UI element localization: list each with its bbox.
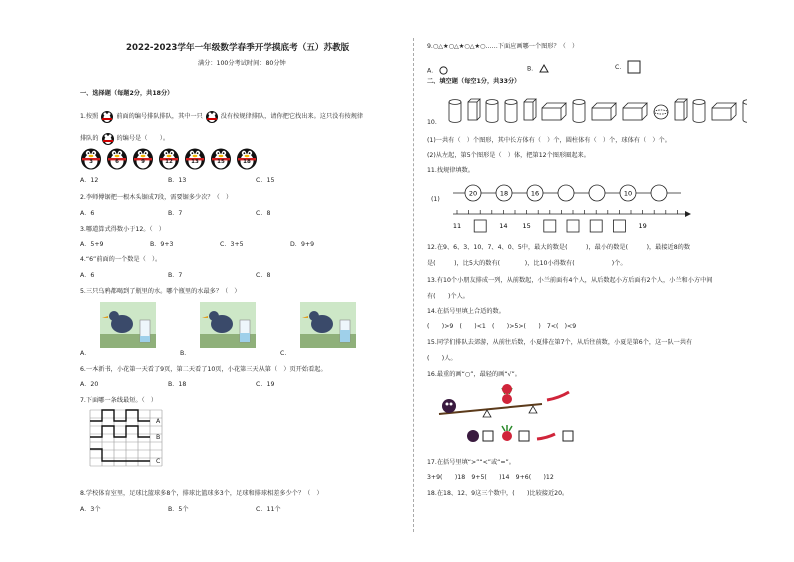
sequence-value: 18 <box>499 189 509 198</box>
answer-box[interactable] <box>590 220 602 232</box>
q11-circle-svg <box>453 183 683 203</box>
radish-icon <box>502 431 512 441</box>
q1-line1 <box>80 109 363 123</box>
penguin-number: 9 <box>141 159 145 165</box>
penguin-number: 3 <box>89 159 93 165</box>
q6-option-c[interactable]: C．19 <box>256 381 275 388</box>
section-2-heading: 二、填空题（每空1分，共33分） <box>427 78 521 85</box>
q1-option-c[interactable]: C．15 <box>256 177 275 184</box>
q15-line1: 15.同学们排队去郊游，从前往后数，小夏排在第7个，从后往前数，小夏是第6个，这一队一共有 <box>427 339 693 346</box>
q2-option-b[interactable]: B．7 <box>168 210 183 217</box>
answer-box[interactable] <box>563 431 573 441</box>
q16-text: 16.最重的画“○”，最轻的画“√”。 <box>427 371 521 378</box>
penguin-icon <box>106 146 128 170</box>
radish-icon <box>502 384 512 394</box>
chili-icon <box>537 434 555 439</box>
cuboid-solid-icon <box>623 103 647 120</box>
cylinder-solid-icon <box>505 100 517 123</box>
q7-label-a: A <box>156 418 161 425</box>
seesaw-pivot <box>483 410 491 417</box>
q12-line2: 是( )，比5大的数有( )，比10小得数有( )个。 <box>427 260 627 267</box>
q10-number: 10. <box>427 119 437 126</box>
cylinder-solid-icon <box>743 100 747 123</box>
q3-text: 3.哪道算式得数小于12。（ ） <box>80 226 165 233</box>
cuboid-solid-icon <box>524 99 536 120</box>
q14-text: 14.在括号里填上合适的数。 <box>427 308 505 315</box>
q4-option-b[interactable]: B．7 <box>168 272 183 279</box>
penguin-figure <box>132 146 152 168</box>
number-line-value: 11 <box>453 222 462 230</box>
seesaw-pivot <box>529 406 537 413</box>
number-line-value: 19 <box>638 222 647 230</box>
q9-option-b-label: B． <box>527 65 538 73</box>
column-divider <box>413 38 414 532</box>
penguin-number: 13 <box>191 159 199 165</box>
q8-options <box>80 506 281 513</box>
penguin-icon <box>205 109 219 123</box>
q10-solids-figure <box>447 98 747 124</box>
q4-option-a[interactable]: A．6 <box>80 272 95 279</box>
q1-text-d: 排队的 <box>80 135 99 142</box>
q6-text: 6.一本新书，小花第一天看了9页，第二天看了10页，小花第三天从第（ ）页开始看起。 <box>80 366 327 373</box>
q3-option-a[interactable]: A．5+9 <box>80 241 104 248</box>
cuboid-solid-icon <box>542 103 566 120</box>
penguin-icon <box>100 109 114 123</box>
q9-option-c-label: C． <box>615 64 626 71</box>
penguin-icon <box>236 146 258 170</box>
q7-text: 7.下面哪一条线最短。（ ） <box>80 397 158 404</box>
q2-text: 2.李师傅锯把一根木头锯成7段，需要锯多少次？（ ） <box>80 194 233 201</box>
cuboid-solid-icon <box>675 99 687 120</box>
penguin-icon <box>80 146 102 170</box>
q5-label-c[interactable]: C． <box>280 350 291 357</box>
answer-box[interactable] <box>613 220 625 232</box>
q1-option-a[interactable]: A．12 <box>80 177 99 184</box>
q7-line-b[interactable] <box>90 426 150 437</box>
sequence-circle[interactable] <box>558 185 574 201</box>
q11-text: 11.找规律填数。 <box>427 167 474 174</box>
sequence-circle[interactable] <box>651 185 667 201</box>
penguin-figure <box>106 146 126 168</box>
cylinder-solid-icon <box>449 100 461 123</box>
eggplant-icon <box>442 399 456 413</box>
q3-option-c[interactable]: C．3+5 <box>220 241 244 248</box>
right-column <box>427 0 745 562</box>
q1-line2 <box>80 131 169 145</box>
circle-shape-icon <box>439 66 448 75</box>
q1-option-b[interactable]: B．13 <box>168 177 187 184</box>
q9-option-c[interactable] <box>615 60 641 74</box>
q5-label-a[interactable]: A． <box>80 350 91 357</box>
q8-option-a[interactable]: A．3个 <box>80 506 101 513</box>
sequence-value: 16 <box>530 189 540 198</box>
arrow-right-icon <box>685 211 691 217</box>
q13-line1: 13.有10个小朋友排成一列，从前数起，小兰前面有4个人，从后数起小方后面有2个人，小兰和小方中间 <box>427 277 713 284</box>
q15-line2: ( )人。 <box>427 355 457 362</box>
q13-line2: 有( )个人。 <box>427 293 469 300</box>
eggplant-icon <box>467 430 479 442</box>
number-line-value: 14 <box>499 222 508 230</box>
q9-option-a[interactable] <box>427 66 448 75</box>
q8-text: 8.学校体育室里，足球比篮球多8个，排球比篮球多3个，足球和排球相差多少个？（ ） <box>80 490 323 497</box>
q6-options <box>80 381 274 388</box>
cylinder-solid-icon <box>693 100 705 123</box>
answer-box[interactable] <box>567 220 579 232</box>
q1-text-e: 的编号是（ ）。 <box>116 135 170 142</box>
q6-option-a[interactable]: A．20 <box>80 381 99 388</box>
q9-option-a-label: A． <box>427 67 438 75</box>
q10-line1: (1)一共有（ ）个图形，其中长方体有（ ）个，圆柱体有（ ）个，球体有（ ）个。 <box>427 137 671 144</box>
sequence-circle[interactable] <box>589 185 605 201</box>
q1-text-c: 没有按规律排队，请你把它找出来。这只没有按规律 <box>220 113 364 120</box>
sequence-value: 10 <box>623 189 633 198</box>
q18-text: 18.在18、12、9这三个数中，( )比较接近20。 <box>427 490 569 497</box>
left-column <box>80 0 400 562</box>
q11-label: (1) <box>431 196 440 203</box>
answer-box[interactable] <box>544 220 556 232</box>
q7-line-a[interactable] <box>90 410 150 421</box>
penguin-figure <box>210 146 230 168</box>
q7-grid-figure <box>88 408 178 468</box>
penguin-icon <box>101 131 115 145</box>
cuboid-solid-icon <box>592 103 616 120</box>
penguin-icon <box>210 146 232 170</box>
q1-text-b: 前面的编号排队排队，其中一只 <box>116 113 203 120</box>
penguin-icon <box>158 146 180 170</box>
sequence-value: 20 <box>468 189 478 198</box>
q17-text: 17.在括号里填“>”“<”或“=”。 <box>427 459 515 466</box>
crow-bottle-picture[interactable] <box>200 302 256 348</box>
q17-line[interactable]: 3+9( )18 9+5( )14 9+6( )12 <box>427 474 554 481</box>
penguin-icon <box>132 146 154 170</box>
q12-line1: 12.在9、6、3、10、7、4、0、5中，最大的数是( )，最小的数是( )，最接近8的数 <box>427 244 691 251</box>
answer-box[interactable] <box>519 431 529 441</box>
q2-option-c[interactable]: C．8 <box>256 210 271 217</box>
penguin-figure <box>184 146 204 168</box>
section-1-heading: 一、选择题（每题2分，共18分） <box>80 90 174 97</box>
penguin-number: 6 <box>115 159 119 165</box>
chili-icon <box>547 392 569 400</box>
cylinder-solid-icon <box>486 100 498 123</box>
q7-label-c: C <box>156 458 161 465</box>
penguin-icon <box>184 146 206 170</box>
square-shape-icon <box>627 60 641 74</box>
q8-option-c[interactable]: C．11个 <box>256 506 281 513</box>
q3-option-d[interactable]: D．9+9 <box>290 241 315 248</box>
penguin-figure <box>236 146 256 168</box>
answer-box[interactable] <box>483 431 493 441</box>
q9-text: 9.○△★○△★○△★○……下面应画哪一个图形？（ ） <box>427 43 579 50</box>
triangle-shape-icon <box>539 64 549 73</box>
q16-balance-figure <box>437 384 587 450</box>
q10-line2: (2)从左起，第5个图形是（ ）体，把第12个图形圈起来。 <box>427 152 590 159</box>
q7-label-b: B <box>156 434 161 441</box>
q7-line-c[interactable] <box>90 449 150 461</box>
page-subtitle: 满分：100分考试时间：80分钟 <box>198 60 286 67</box>
page-title: 2022-2023学年一年级数学春季开学摸底考（五）苏教版 <box>126 43 350 53</box>
penguin-number: 15 <box>217 159 225 165</box>
q4-options <box>80 272 270 279</box>
cuboid-solid-icon <box>468 99 480 120</box>
q14-line[interactable]: ( )>9 ( )<1 ( )>5>( ) 7<( )<9 <box>427 323 577 330</box>
q1-options <box>80 177 274 184</box>
crow-bottle-picture[interactable] <box>300 302 356 348</box>
q11-number-line-svg <box>453 208 693 236</box>
q3-options <box>80 241 314 248</box>
sphere-solid-icon <box>654 105 668 119</box>
q1-text-a: 1.按照 <box>80 113 99 120</box>
q4-option-c[interactable]: C．8 <box>256 272 271 279</box>
q5-text: 5.三只乌鸦都喝到了瓶里的水。哪个瓶里的水最多？（ ） <box>80 288 241 295</box>
penguin-figure <box>80 146 100 168</box>
q8-option-b[interactable]: B．5个 <box>168 506 189 513</box>
cylinder-solid-icon <box>573 100 585 123</box>
number-line-value: 15 <box>522 222 531 230</box>
q3-option-b[interactable]: B．9+3 <box>150 241 174 248</box>
crow-bottle-picture[interactable] <box>100 302 156 348</box>
answer-box[interactable] <box>474 220 486 232</box>
q5-label-b[interactable]: B． <box>180 350 191 357</box>
q6-option-b[interactable]: B．18 <box>168 381 187 388</box>
q2-option-a[interactable]: A．6 <box>80 210 95 217</box>
q2-options <box>80 210 270 217</box>
penguin-number: 18 <box>243 159 251 165</box>
penguin-figure <box>158 146 178 168</box>
q9-option-b[interactable] <box>527 64 549 73</box>
cuboid-solid-icon <box>712 103 736 120</box>
penguin-number: 12 <box>165 159 173 165</box>
q4-text: 4.“6”前面的一个数是（ ）。 <box>80 256 162 263</box>
radish-icon <box>502 394 512 404</box>
